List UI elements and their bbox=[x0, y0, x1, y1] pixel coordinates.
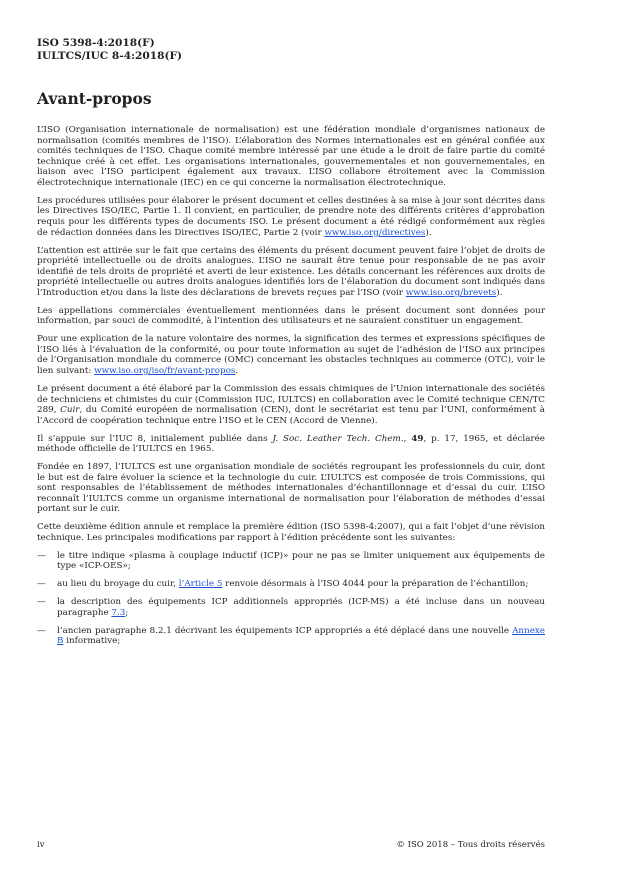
list-item: — la description des équipements ICP additionnels appropriés (ICP-MS) a été incluse dans un nouveau paragraphe 7.3; bbox=[37, 597, 545, 618]
standard-number: ISO 5398-4:2018(F) bbox=[37, 37, 155, 49]
list-item: — au lieu du broyage du cuir, l’Article 5 renvoie désormais à l’ISO 4044 pour la préparation de l’échantillon; bbox=[37, 579, 529, 590]
paragraph-trade-names: Les appellations commerciales éventuellement mentionnées dans le présent document sont données pour information, par souci de commodité, à l’intention des utilisateurs et ne sauraient constituer un engagement. bbox=[37, 305, 545, 327]
document-header bbox=[37, 37, 182, 62]
list-item: — l’ancien paragraphe 8.2.1 décrivant les équipements ICP appropriés a été déplacé dans une nouvelle Annexe B informative; bbox=[37, 625, 545, 647]
paragraph-edition: Cette deuxième édition annule et remplace la première édition (ISO 5398-4:2007), qui a fait l’objet d’une révision technique. Les principales modifications par rapport à l’édition précédente sont les suivantes: bbox=[37, 522, 545, 543]
dash-marker: — bbox=[37, 550, 46, 561]
list-item: — le titre indique «plasma à couplage inductif (ICP)» pour ne pas se limiter uniquement aux équipements de type «ICP-OES»; bbox=[37, 550, 545, 572]
annex-b-link[interactable]: Annexe B bbox=[57, 625, 545, 647]
dash-marker: — bbox=[37, 579, 46, 590]
paragraph-committee: Le présent document a été élaboré par la Commission des essais chimiques de l’Union internationale des sociétés de techniciens et chimistes du cuir (Commission IUC, IULTCS) en collaboration avec le Comité technique CEN/TC 289, Cuir, du Comité européen de normalisation (CEN), dont le secrétariat est tenu par l’UNI, conformément à l’Accord de coopération technique entre l’ISO et le CEN (Accord de Vienne). bbox=[37, 383, 545, 426]
page-number: iv bbox=[37, 840, 45, 850]
paragraph-voluntary: Pour une explication de la nature volontaire des normes, la signification des termes et expressions spécifiques de l’ISO liés à l’évaluation de la conformité, ou pour toute information au sujet de l’adhésion de l’ISO aux principes de l’Organisation mondiale du commerce (OMC) concernant les obstacles techniques au commerce (OTC), voir le lien suivant: www.iso.org/iso/fr/avant-propos. bbox=[37, 334, 545, 377]
foreword-link[interactable]: www.iso.org/iso/fr/avant-propos bbox=[94, 366, 236, 377]
paragraph-iso-intro: L’ISO (Organisation internationale de normalisation) est une fédération mondiale d’organismes nationaux de normalisation (comités membres de l’ISO). L’élaboration des Normes internationales est en général confiée aux comités techniques de l’ISO. Chaque comité membre intéressé par une étude a le droit de faire partie du comité technique créé à cet effet. Les organisations internationales, gouvernementales et non gouvernementales, en liaison avec l’ISO participent également aux travaux. L’ISO collabore étroitement avec la Commission électrotechnique internationale (IEC) en ce qui concerne la normalisation électrotechnique. bbox=[37, 125, 545, 188]
section-title: Avant-propos bbox=[37, 89, 152, 108]
paragraph-procedures: Les procédures utilisées pour élaborer le présent document et celles destinées à sa mise à jour sont décrites dans les Directives ISO/IEC, Partie 1. Il convient, en particulier, de prendre note des différents critères d’approbation requis pour les différents types de documents ISO. Le présent document a été rédigé conformément aux règles de rédaction données dans les Directives ISO/IEC, Partie 2 (voir www.iso.org/directives). bbox=[37, 195, 545, 238]
copyright-notice: © ISO 2018 – Tous droits réservés bbox=[396, 840, 545, 850]
standard-number-iultcs: IULTCS/IUC 8-4:2018(F) bbox=[37, 49, 183, 62]
dash-marker: — bbox=[37, 625, 46, 636]
paragraph-patents: L’attention est attirée sur le fait que certains des éléments du présent document peuvent faire l’objet de droits de propriété intellectuelle ou de droits analogues. L’ISO ne saurait être tenue pour responsable de ne pas avoir identifié de tels droits de propriété et averti de leur existence. Les détails concernant les références aux droits de propriété intellectuelle ou autres droits analogues identifiés lors de l’élaboration du document sont indiqués dans l’Introduction et/ou dans la liste des déclarations de brevets reçues par l’ISO (voir www.iso.org/brevets). bbox=[37, 245, 545, 298]
paragraph-iuc8: Il s’appuie sur l’IUC 8, initialement publiée dans J. Soc. Leather Tech. Chem., 49, p. 17, 1965, et déclarée méthode officielle de l’IULTCS en 1965. bbox=[37, 433, 545, 455]
article-5-link[interactable]: l’Article 5 bbox=[178, 579, 223, 590]
directives-link[interactable]: www.iso.org/directives bbox=[324, 227, 426, 238]
dash-marker: — bbox=[37, 597, 46, 608]
paragraph-iultcs: Fondée en 1897, l’IULTCS est une organisation mondiale de sociétés regroupant les professionnels du cuir, dont le but est de faire évoluer la science et la technologie du cuir. L’IULTCS est composée de trois Commissions, qui sont responsables de l’établissement de méthodes internationales d’échantillonnage et d’essai du cuir. L’ISO reconnaît l’IULTCS comme un organisme international de normalisation pour l’élaboration de méthodes d’essai portant sur le cuir. bbox=[37, 462, 545, 515]
patents-link[interactable]: www.iso.org/brevets bbox=[405, 287, 497, 298]
foreword-body bbox=[37, 125, 545, 654]
paragraph-7-3-link[interactable]: 7.3 bbox=[111, 607, 126, 618]
